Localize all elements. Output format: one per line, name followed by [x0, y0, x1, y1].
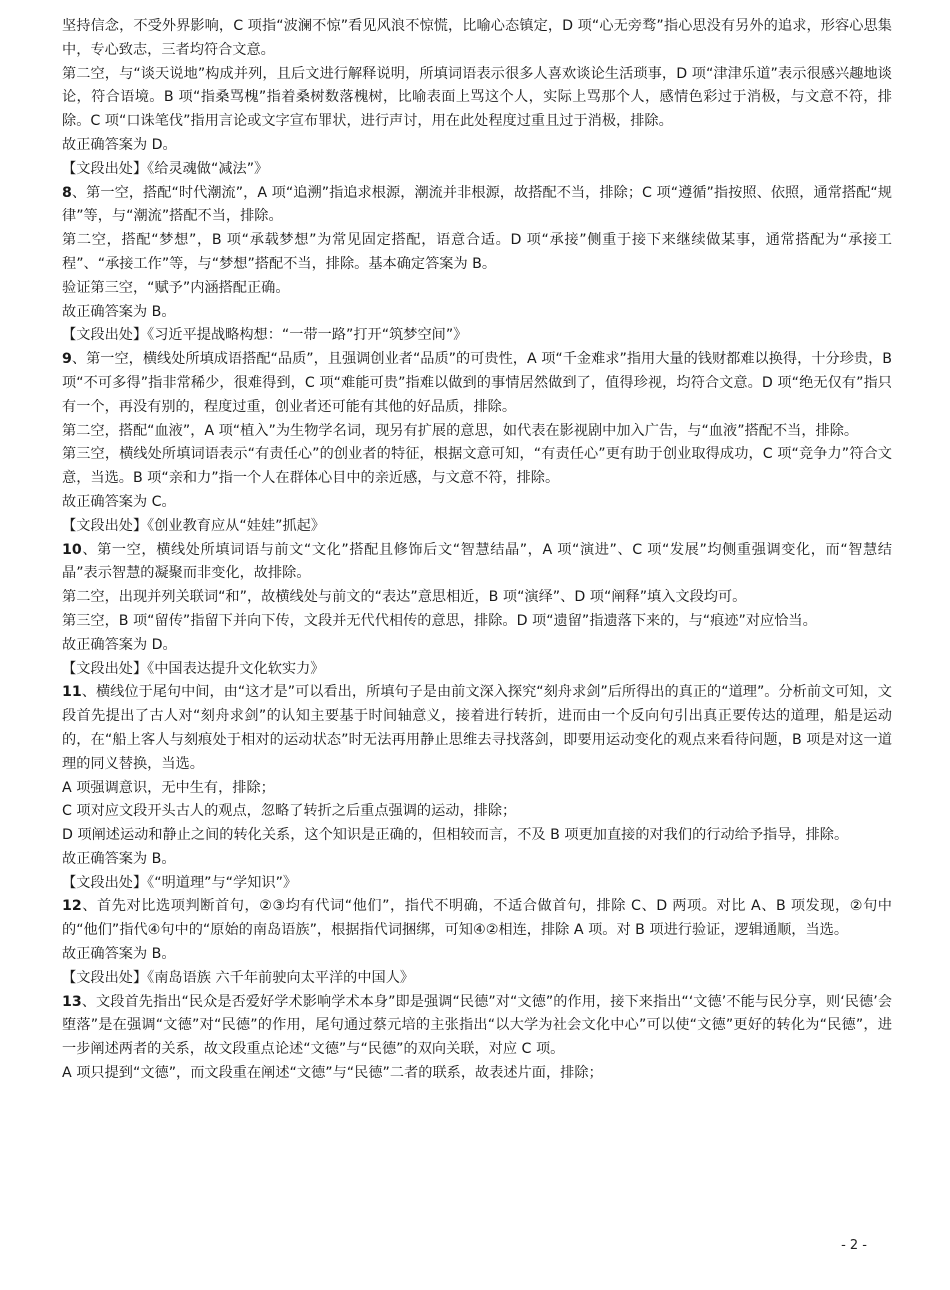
paragraph-text: 验证第三空，“赋予”内涵搭配正确。: [62, 279, 290, 296]
paragraph: [62, 1062, 892, 1086]
paragraph-text: 、第一空，横线处所填词语与前文“文化”搭配且修饰后文“智慧结晶”，A 项“演进”、C 项“发展”均侧重强调变化，而“智慧结晶”表示智慧的凝聚而非变化，故排除。: [62, 541, 892, 582]
paragraph-text: 、第一空，横线处所填成语搭配“品质”，且强调创业者“品质”的可贵性，A 项“千金难求”指用大量的钱财都难以换得，十分珍贵，B 项“不可多得”指非常稀少，很难得到，C 项“难能可贵”指难以做到的事情居然做到了，值得珍视，均符合文意。D 项“绝无仅有”指只有一个，再没有别的，程度过重，创业者还可能有其他的好品质，排除。: [62, 351, 892, 415]
paragraph: [62, 301, 892, 325]
question-paragraph: [62, 539, 892, 587]
paragraph-text: D 项阐述运动和静止之间的转化关系，这个知识是正确的，但相较而言，不及 B 项更加直接的对我们的行动给予指导，排除。: [62, 827, 849, 844]
paragraph-text: A 项强调意识，无中生有，排除；: [62, 779, 275, 796]
paragraph: [62, 777, 892, 801]
question-paragraph: [62, 895, 892, 943]
paragraph-text: C 项对应文段开头古人的观点，忽略了转折之后重点强调的运动，排除；: [62, 803, 517, 820]
paragraph: [62, 800, 892, 824]
paragraph: [62, 848, 892, 872]
paragraph-text: 故正确答案为 D。: [62, 136, 177, 153]
paragraph-text: 【文段出处】《南岛语族 六千年前驶向太平洋的中国人》: [62, 969, 415, 986]
paragraph: [62, 943, 892, 967]
paragraph-text: 故正确答案为 B。: [62, 850, 176, 867]
question-number: 9: [62, 351, 72, 368]
paragraph-text: 【文段出处】《习近平提战略构想：“一带一路”打开“筑梦空间”》: [62, 327, 468, 344]
paragraph: [62, 443, 892, 491]
question-paragraph: [62, 182, 892, 230]
paragraph: [62, 134, 892, 158]
paragraph: [62, 610, 892, 634]
paragraph-text: 第三空，B 项“留传”指留下并向下传，文段并无代代相传的意思，排除。D 项“遗留”指遗落下来的，与“痕迹”对应恰当。: [62, 612, 817, 629]
paragraph: [62, 491, 892, 515]
paragraph: [62, 63, 892, 134]
paragraph-text: 故正确答案为 C。: [62, 493, 176, 510]
paragraph-text: 、横线位于尾句中间，由“这才是”可以看出，所填句子是由前文深入探究“刻舟求剑”后所得出的真正的“道理”。分析前文可知，文段首先提出了古人对“刻舟求剑”的认知主要基于时间轴意义，接着进行转折，进而由一个反向句引出真正要传达的道理，船是运动的，在“船上客人与刻痕处于相对的运动状态”时无法再用静止思维去寻找落剑，即要用运动变化的观点来看待问题，B 项是对这一道理的同义替换，当选。: [62, 684, 892, 772]
paragraph-text: 、第一空，搭配“时代潮流”，A 项“追溯”指追求根源，潮流并非根源，故搭配不当，排除；C 项“遵循”指按照、依照，通常搭配“规律”等，与“潮流”搭配不当，排除。: [62, 184, 892, 225]
paragraph-text: 故正确答案为 D。: [62, 636, 177, 653]
paragraph-text: 故正确答案为 B。: [62, 946, 176, 963]
question-paragraph: [62, 681, 892, 776]
paragraph: [62, 158, 892, 182]
question-paragraph: [62, 348, 892, 419]
paragraph: [62, 277, 892, 301]
paragraph-text: 【文段出处】《中国表达提升文化软实力》: [62, 660, 325, 677]
paragraph: [62, 872, 892, 896]
paragraph-text: 【文段出处】《给灵魂做“减法”》: [62, 160, 269, 177]
paragraph: [62, 967, 892, 991]
question-number: 12: [62, 898, 82, 915]
paragraph-text: 坚持信念，不受外界影响，C 项指“波澜不惊”看见风浪不惊慌，比喻心态镇定，D 项“心无旁骛”指心思没有另外的追求，形容心思集中，专心致志，三者均符合文意。: [62, 18, 892, 58]
paragraph: [62, 324, 892, 348]
question-number: 11: [62, 684, 82, 701]
paragraph-text: 故正确答案为 B。: [62, 303, 176, 320]
paragraph-text: 第二空，搭配“梦想”，B 项“承载梦想”为常见固定搭配，语意合适。D 项“承接”侧重于接下来继续做某事，通常搭配为“承接工程”、“承接工作”等，与“梦想”搭配不当，排除。基本确定答案为 B。: [62, 232, 892, 272]
paragraph-text: 第二空，与“谈天说地”构成并列，且后文进行解释说明，所填词语表示很多人喜欢谈论生活琐事，D 项“津津乐道”表示很感兴趣地谈论，符合语境。B 项“指桑骂槐”指着桑树数落槐树，比喻表面上骂这个人，实际上骂那个人，感情色彩过于消极，与文意不符，排除。C 项“口诛笔伐”指用言论或文字宣布罪状，进行声讨，用在此处程度过重且过于消极，排除。: [62, 65, 892, 130]
paragraph: [62, 15, 892, 63]
question-number: 10: [62, 541, 82, 558]
paragraph: [62, 420, 892, 444]
paragraph-text: 第二空，搭配“血液”，A 项“植入”为生物学名词，现另有扩展的意思，如代表在影视剧中加入广告，与“血液”搭配不当，排除。: [62, 422, 859, 439]
paragraph: [62, 634, 892, 658]
paragraph: [62, 229, 892, 277]
paragraph-text: A 项只提到“文德”，而文段重在阐述“文德”与“民德”二者的联系，故表述片面，排除；: [62, 1065, 603, 1082]
paragraph-text: 、文段首先指出“民众是否爱好学术影响学术本身”即是强调“民德”对“文德”的作用，接下来指出“‘文德’不能与民分享，则‘民德’会堕落”是在强调“文德”对“民德”的作用，尾句通过蔡元培的主张指出“以大学为社会文化中心”可以使“文德”更好的转化为“民德”，进一步阐述两者的关系，故文段重点论述“文德”与“民德”的双向关联，对应 C 项。: [62, 993, 892, 1058]
question-number: 8: [62, 184, 72, 201]
paragraph-text: 【文段出处】《创业教育应从“娃娃”抓起》: [62, 517, 325, 534]
question-number: 13: [62, 993, 82, 1010]
paragraph: [62, 515, 892, 539]
paragraph: [62, 658, 892, 682]
question-paragraph: [62, 991, 892, 1062]
paragraph-text: 第三空，横线处所填词语表示“有责任心”的创业者的特征，根据文意可知，“有责任心”更有助于创业取得成功，C 项“竞争力”符合文意，当选。B 项“亲和力”指一个人在群体心目中的亲近感，与文意不符，排除。: [62, 446, 892, 487]
page-number: - 2 -: [841, 1238, 867, 1253]
paragraph-text: 、首先对比选项判断首句，②③均有代词“他们”，指代不明确，不适合做首句，排除 C、D 两项。对比 A、B 项发现，②句中的“他们”指代④句中的“原始的南岛语族”，根据指代词捆绑，可知④②相连，排除 A 项。对 B 项进行验证，逻辑通顺，当选。: [62, 898, 892, 939]
paragraph-text: 第二空，出现并列关联词“和”，故横线处与前文的“表达”意思相近，B 项“演绎”、D 项“阐释”填入文段均可。: [62, 589, 747, 606]
paragraph: [62, 586, 892, 610]
paragraph-text: 【文段出处】《“明道理”与“学知识”》: [62, 874, 298, 891]
paragraph: [62, 824, 892, 848]
answer-explanations: [62, 15, 892, 1086]
